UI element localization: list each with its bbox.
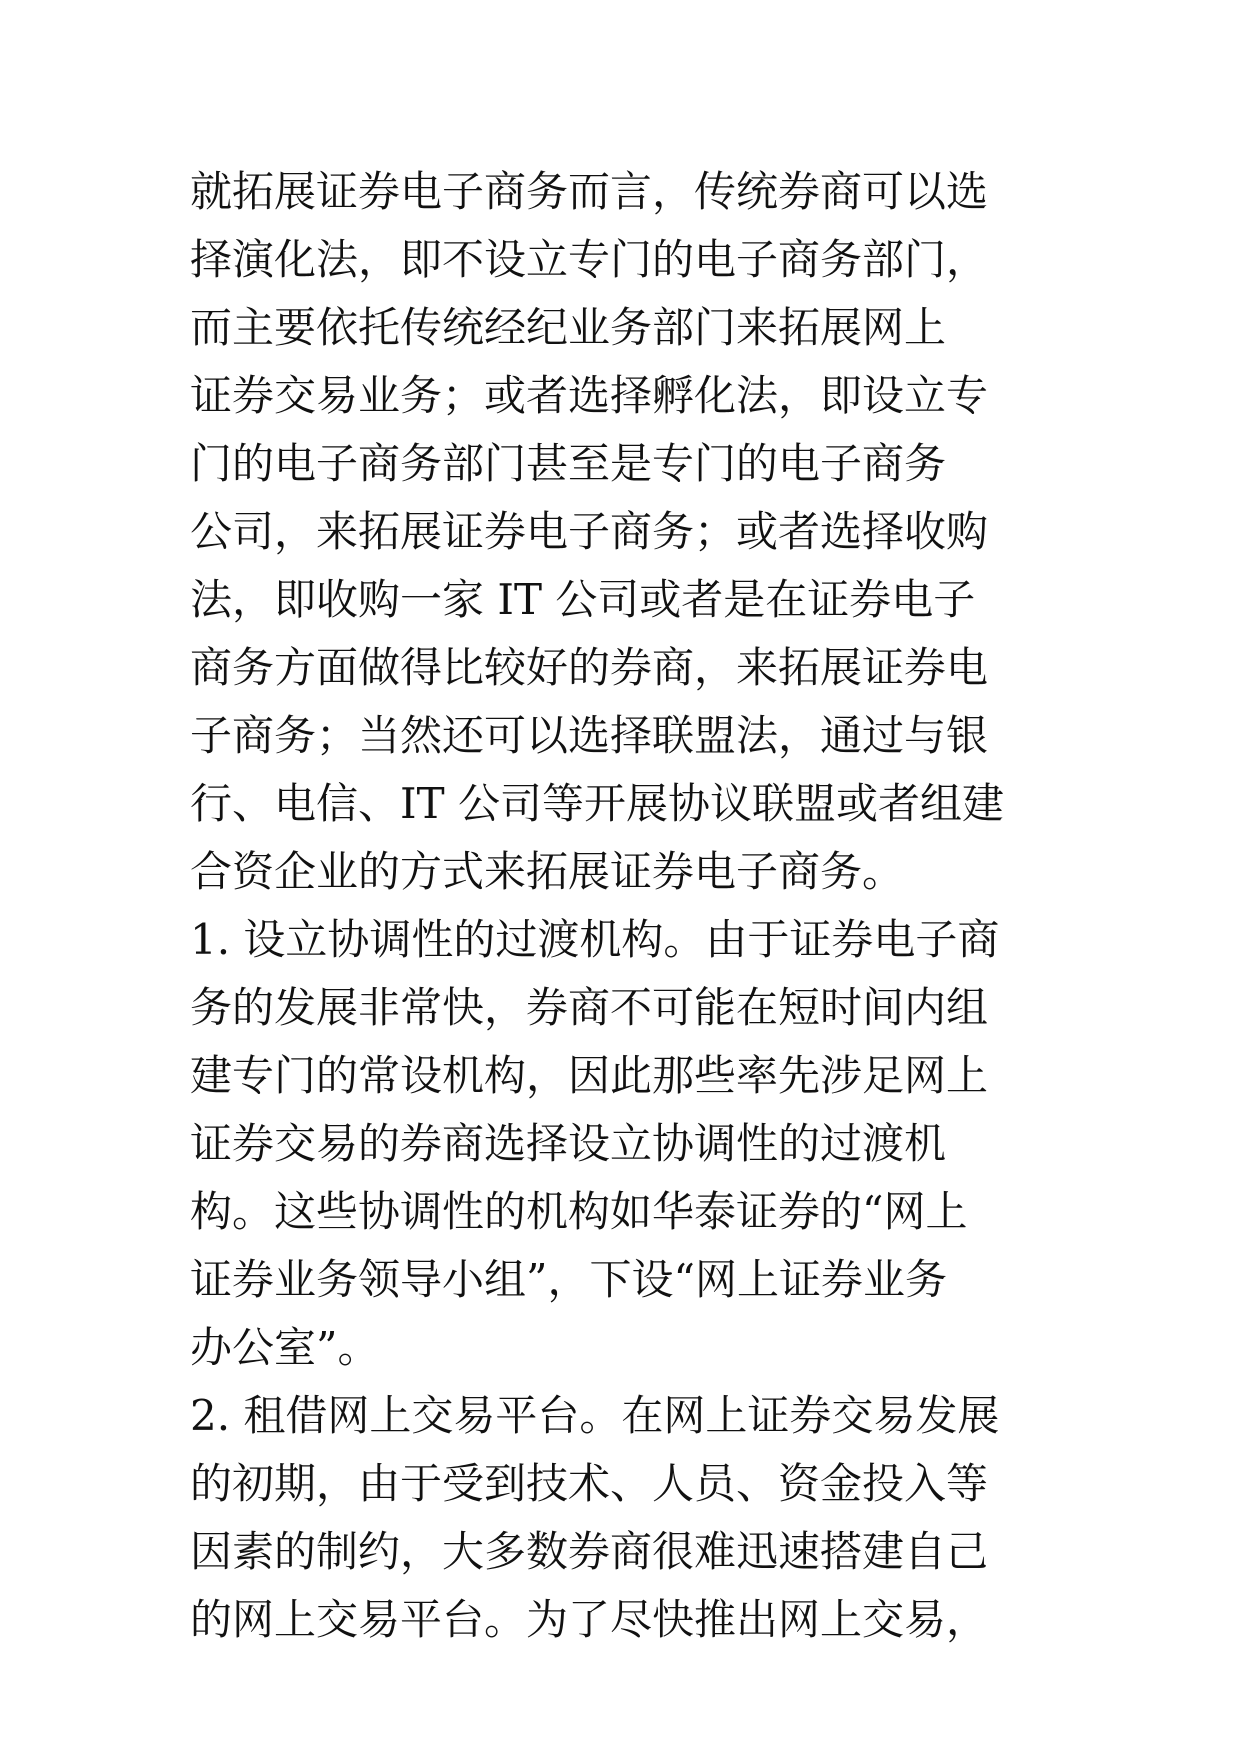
text-line: 的网上交易平台。为了尽快推出网上交易， [190,1595,989,1644]
text-line: 证券交易业务；或者选择孵化法，即设立专 [190,371,989,420]
text-line: 办公室”。 [190,1323,380,1372]
text-line: 建专门的常设机构，因此那些率先涉足网上 [190,1051,989,1100]
text-line: 合资企业的方式来拓展证券电子商务。 [190,847,905,896]
text-line: 务的发展非常快，券商不可能在短时间内组 [190,983,989,1032]
text-line: 证券业务领导小组”，下设“网上证券业务 [190,1255,947,1304]
text-line: 法，即收购一家 IT 公司或者是在证券电子 [190,575,976,624]
text-line: 行、电信、IT 公司等开展协议联盟或者组建 [190,779,1004,828]
text-line: 构。这些协调性的机构如华泰证券的“网上 [190,1187,968,1236]
text-line: 因素的制约，大多数券商很难迅速搭建自己 [190,1527,989,1576]
text-line: 公司，来拓展证券电子商务；或者选择收购 [190,507,989,556]
body-text [190,158,1080,1654]
text-line: 子商务；当然还可以选择联盟法，通过与银 [190,711,989,760]
text-line: 门的电子商务部门甚至是专门的电子商务 [190,439,947,488]
text-line: 2. 租借网上交易平台。在网上证券交易发展 [190,1391,1000,1440]
text-line: 而主要依托传统经纪业务部门来拓展网上 [190,303,947,352]
text-line: 择演化法，即不设立专门的电子商务部门， [190,235,989,284]
text-line: 1. 设立协调性的过渡机构。由于证券电子商 [190,915,1000,964]
text-line: 证券交易的券商选择设立协调性的过渡机 [190,1119,947,1168]
text-line: 就拓展证券电子商务而言，传统券商可以选 [190,167,989,216]
text-line: 的初期，由于受到技术、人员、资金投入等 [190,1459,989,1508]
text-line: 商务方面做得比较好的券商，来拓展证券电 [190,643,989,692]
